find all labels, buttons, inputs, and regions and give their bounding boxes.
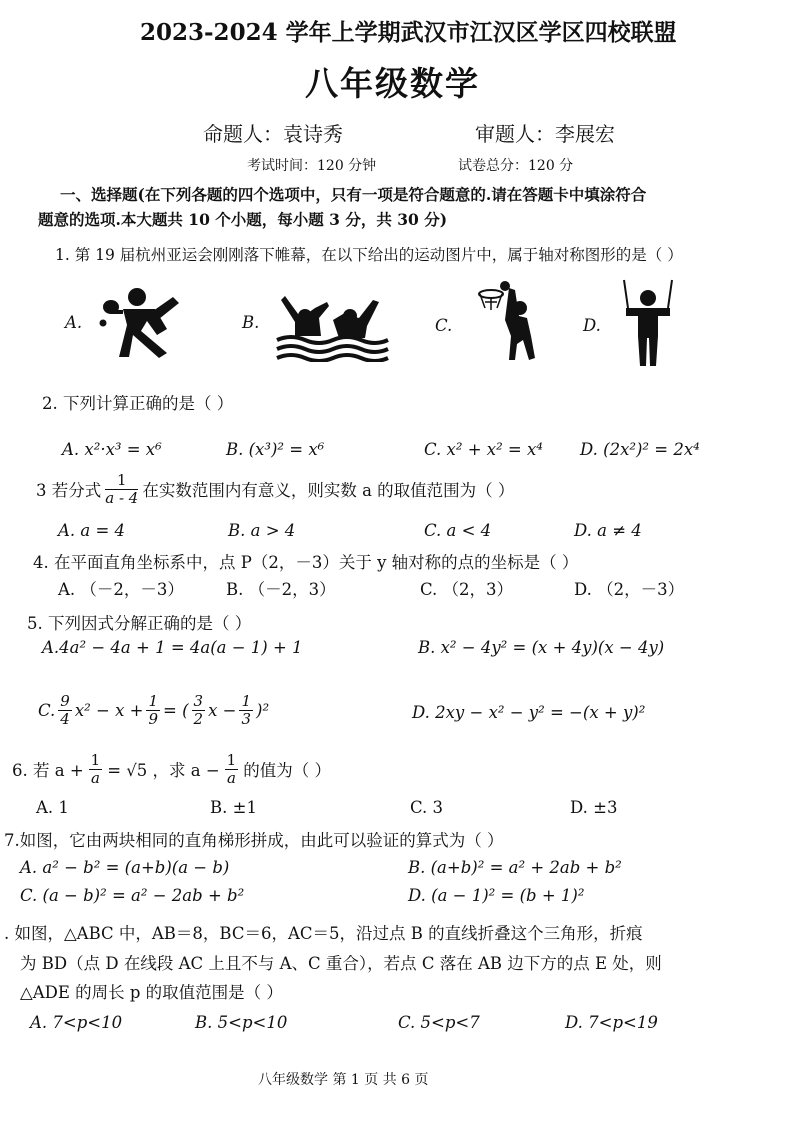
q2-option-b: B. (x³)² = x⁶ <box>226 440 325 459</box>
q6-frac2 <box>225 752 239 786</box>
page-footer: 八年级数学 第 1 页 共 6 页 <box>258 1072 429 1088</box>
q5c-mid3: x − <box>208 700 237 720</box>
q5c-mid: x² − x + <box>74 700 144 720</box>
q2-option-a: A. x²·x³ = x⁶ <box>62 440 162 459</box>
q5c-end: )² <box>256 700 270 720</box>
q7-stem: 7.如图，它由两块相同的直角梯形拼成，由此可以验证的算式为（ ） <box>4 831 504 850</box>
q8-line3: △ADE 的周长 p 的取值范围是（ ） <box>20 983 283 1002</box>
q7-option-c: C. (a − b)² = a² − 2ab + b² <box>20 886 245 905</box>
q3-numerator: 1 <box>105 472 138 490</box>
q7-option-b: B. (a+b)² = a² + 2ab + b² <box>408 858 622 877</box>
q8-line1: . 如图，△ABC 中，AB＝8，BC＝6，AC＝5，沿过点 B 的直线折叠这个三角形，折痕 <box>4 924 643 943</box>
reviewer: 审题人：李展宏 <box>475 122 615 146</box>
section-heading-line1: 一、选择题(在下列各题的四个选项中，只有一项是符合题意的.请在答题卡中填涂符合 <box>60 185 647 204</box>
synchronized-swimmers-icon <box>275 292 390 362</box>
q6-frac1 <box>89 752 103 786</box>
q5c-frac2-num: 1 <box>148 692 159 710</box>
q2-option-d: D. (2x²)² = 2x⁴ <box>580 440 700 459</box>
q6-option-a: A. 1 <box>36 798 69 817</box>
q5c-frac1-den: 4 <box>60 709 70 728</box>
q5c-mid2: = ( <box>163 700 189 720</box>
q4-option-a: A. （－2，－3） <box>58 580 184 599</box>
q6-option-c: C. 3 <box>410 798 444 817</box>
q3-option-d: D. a ≠ 4 <box>574 521 642 540</box>
q6-frac2-den: a <box>226 768 236 787</box>
q8-option-b: B. 5<p<10 <box>195 1013 288 1032</box>
q6-option-b: B. ±1 <box>210 798 257 817</box>
q5c-prefix: C. <box>38 700 56 720</box>
exam-title: 2023-2024 学年上学期武汉市江汉区学区四校联盟 <box>140 19 677 46</box>
q5-option-d: D. 2xy − x² − y² = −(x + y)² <box>412 703 646 722</box>
q1-option-c: C. <box>435 316 453 335</box>
q4-option-d: D. （2，－3） <box>574 580 685 599</box>
q5c-frac2-den: 9 <box>148 709 159 728</box>
table-tennis-player-icon <box>95 285 205 360</box>
q5c-frac1-num: 9 <box>60 692 70 710</box>
q5c-frac3 <box>192 693 206 727</box>
q3-prefix: 3 若分式 <box>36 481 102 500</box>
q3-option-b: B. a > 4 <box>228 521 296 540</box>
q1-option-b: B. <box>242 313 260 332</box>
q4-option-c: C. （2，3） <box>420 580 514 599</box>
exam-score: 试卷总分：120 分 <box>458 158 574 174</box>
q6-frac1-den: a <box>90 768 100 787</box>
q3-stem <box>36 472 514 506</box>
q1-option-d: D. <box>583 316 601 335</box>
q4-stem: 4. 在平面直角坐标系中，点 P（2，－3）关于 y 轴对称的点的坐标是（ ） <box>33 553 579 572</box>
q1-option-a: A. <box>65 313 83 332</box>
section-heading-line2: 题意的选项.本大题共 10 个小题，每小题 3 分，共 30 分) <box>38 210 448 229</box>
q7-option-d: D. (a − 1)² = (b + 1)² <box>408 886 585 905</box>
exam-subtitle: 八年级数学 <box>305 64 480 103</box>
q7-option-a: A. a² − b² = (a+b)(a − b) <box>20 858 230 877</box>
q3-suffix: 在实数范围内有意义，则实数 a 的取值范围为（ ） <box>142 481 515 500</box>
q6-stem <box>12 752 331 786</box>
q5c-frac4-den: 3 <box>241 709 252 728</box>
q5-option-c <box>38 693 269 727</box>
q4-option-b: B. （－2，3） <box>226 580 336 599</box>
q5c-frac2 <box>146 693 160 727</box>
q8-option-c: C. 5<p<7 <box>398 1013 480 1032</box>
q6-prefix: 6. 若 a + <box>12 761 84 780</box>
q5-option-b: B. x² − 4y² = (x + 4y)(x − 4y) <box>418 638 665 657</box>
q6-frac1-num: 1 <box>90 751 101 769</box>
q3-option-a: A. a = 4 <box>58 521 126 540</box>
q5c-frac4 <box>239 693 253 727</box>
q8-option-a: A. 7<p<10 <box>30 1013 123 1032</box>
q3-option-c: C. a < 4 <box>424 521 492 540</box>
q6-mid: = √5 ，求 a − <box>107 761 220 780</box>
q2-stem: 2. 下列计算正确的是（ ） <box>42 394 234 413</box>
q5c-frac1 <box>58 693 72 727</box>
q5-stem: 5. 下列因式分解正确的是（ ） <box>27 614 252 633</box>
q5c-frac3-num: 3 <box>193 692 204 710</box>
q6-frac2-num: 1 <box>226 751 237 769</box>
q6-suffix: 的值为（ ） <box>243 761 331 780</box>
basketball-player-icon <box>475 280 550 365</box>
q5-option-a: A.4a² − 4a + 1 = 4a(a − 1) + 1 <box>42 638 303 657</box>
q8-line2: 为 BD（点 D 在线段 AC 上且不与 A、C 重合），若点 C 落在 AB 边下方的点 E 处，则 <box>20 954 662 973</box>
q6-option-d: D. ±3 <box>570 798 618 817</box>
q2-option-c: C. x² + x² = x⁴ <box>424 440 543 459</box>
q1-stem: 1. 第 19 届杭州亚运会刚刚落下帷幕，在以下给出的运动图片中，属于轴对称图形的是（ ） <box>55 246 683 264</box>
q8-option-d: D. 7<p<19 <box>565 1013 658 1032</box>
exam-time: 考试时间：120 分钟 <box>247 158 377 174</box>
author: 命题人：袁诗秀 <box>203 122 343 146</box>
q3-fraction <box>105 472 138 506</box>
q5c-frac3-den: 2 <box>193 709 204 728</box>
q3-denominator: a - 4 <box>105 488 139 507</box>
q5c-frac4-num: 1 <box>241 692 252 710</box>
gymnast-rings-icon <box>618 278 678 368</box>
